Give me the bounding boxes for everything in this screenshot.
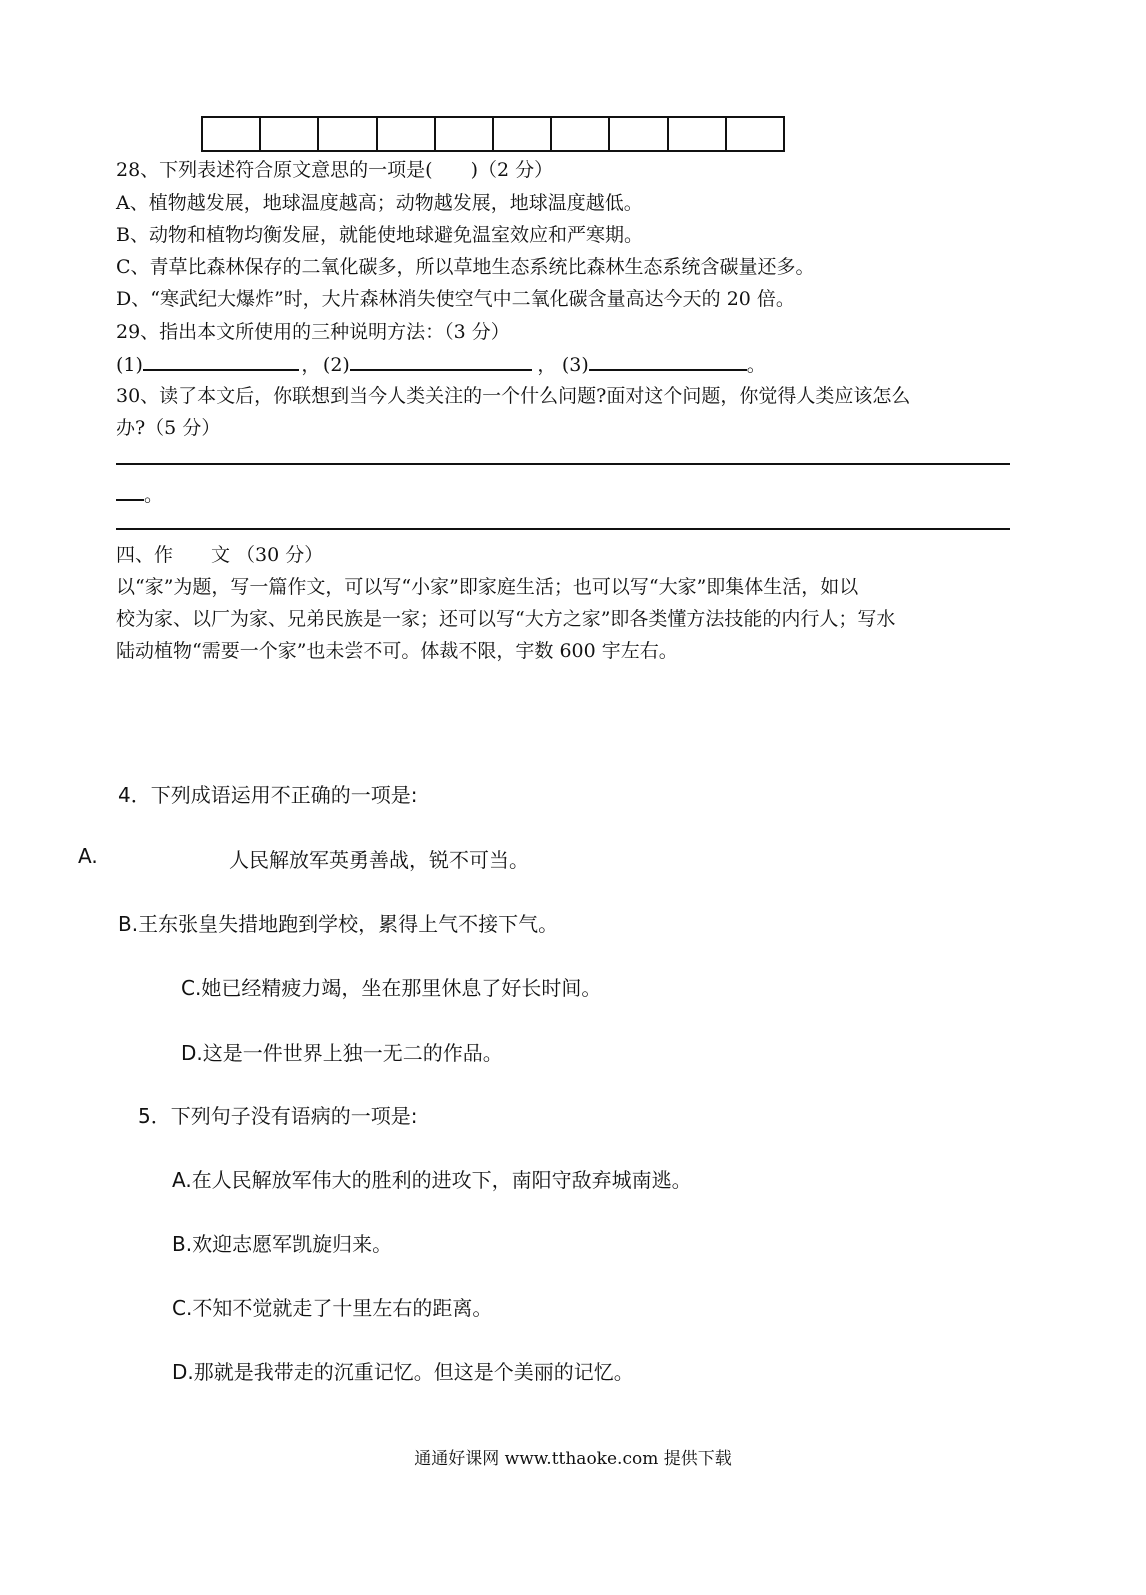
answer-blank-2[interactable]	[350, 351, 532, 371]
grid-cell[interactable]	[494, 118, 552, 150]
grid-cell[interactable]	[727, 118, 783, 150]
grid-cell[interactable]	[378, 118, 436, 150]
grid-cell[interactable]	[261, 118, 319, 150]
grid-cell[interactable]	[669, 118, 727, 150]
grid-cell[interactable]	[436, 118, 494, 150]
question-30-line-1: 30、读了本文后，你联想到当今人类关注的一个什么问题?面对这个问题，你觉得人类应该怎么	[116, 385, 911, 407]
question-5-stem: 5．下列句子没有语病的一项是:	[138, 1104, 418, 1128]
question-5-option-d: D.那就是我带走的沉重记忆。但这是个美丽的记忆。	[172, 1360, 634, 1384]
question-29-stem: 29、指出本文所使用的三种说明方法：（3 分）	[116, 321, 510, 343]
grid-cell[interactable]	[610, 118, 668, 150]
blank-label-3: (3)	[561, 354, 589, 376]
essay-prompt-line-1: 以“家”为题，写一篇作文，可以写“小家”即家庭生活；也可以写“大家”即集体生活，如以	[116, 576, 859, 598]
essay-prompt-line-2: 校为家、以厂为家、兄弟民族是一家；还可以写“大方之家”即各类懂方法技能的内行人；写水	[116, 608, 896, 630]
grid-cell[interactable]	[203, 118, 261, 150]
blank-label-1: (1)	[116, 354, 143, 376]
grid-cell[interactable]	[319, 118, 377, 150]
answer-line-1[interactable]	[116, 463, 1010, 465]
separator: ，	[301, 354, 321, 376]
question-4-option-a: 人民解放军英勇善战，锐不可当。	[229, 848, 529, 872]
essay-prompt-line-3: 陆动植物“需要一个家”也未尝不可。体裁不限，宇数 600 宇左右。	[116, 640, 678, 662]
question-4-stem: 4．下列成语运用不正确的一项是:	[118, 783, 418, 807]
period: 。	[746, 354, 766, 376]
answer-blank-1[interactable]	[143, 351, 299, 371]
page-footer: 通通好课网 www.tthaoke.com 提供下载	[414, 1449, 732, 1469]
question-4-option-d: D.这是一件世界上独一无二的作品。	[181, 1041, 503, 1065]
question-4-option-a-label: A.	[78, 844, 98, 868]
question-30-line-2: 办?（5 分）	[116, 417, 221, 439]
question-28-option-a: A、植物越发展，地球温度越高；动物越发展，地球温度越低。	[116, 192, 643, 214]
answer-blank-short[interactable]	[116, 481, 144, 501]
question-5-option-c: C.不知不觉就走了十里左右的距离。	[172, 1296, 493, 1320]
question-29-blanks	[116, 350, 766, 377]
question-4-option-c: C.她已经精疲力竭，坐在那里休息了好长时间。	[181, 976, 602, 1000]
answer-blank-3[interactable]	[589, 351, 747, 371]
essay-heading: 四、作 文 （30 分）	[116, 544, 324, 566]
question-4-option-b: B.王东张皇失措地跑到学校，累得上气不接下气。	[118, 912, 559, 936]
question-28-stem: 28、下列表述符合原文意思的一项是( )（2 分）	[116, 159, 554, 181]
answer-line-3[interactable]	[116, 528, 1010, 530]
separator: ，	[537, 354, 557, 376]
period: 。	[144, 484, 164, 506]
question-28-option-d: D、“寒武纪大爆炸”时，大片森林消失使空气中二氧化碳含量高达今天的 20 倍。	[116, 288, 795, 310]
answer-line-2	[116, 480, 163, 507]
question-28-option-c: C、青草比森林保存的二氧化碳多，所以草地生态系统比森林生态系统含碳量还多。	[116, 256, 815, 278]
blank-label-2: (2)	[322, 354, 350, 376]
question-28-option-b: B、动物和植物均衡发屉，就能使地球避免温室效应和严寒期。	[116, 224, 643, 246]
answer-grid	[201, 116, 785, 152]
question-5-option-a: A.在人民解放军伟大的胜利的进攻下，南阳守敌弃城南逃。	[172, 1168, 692, 1192]
grid-cell[interactable]	[552, 118, 610, 150]
question-5-option-b: B.欢迎志愿军凯旋归来。	[172, 1232, 393, 1256]
